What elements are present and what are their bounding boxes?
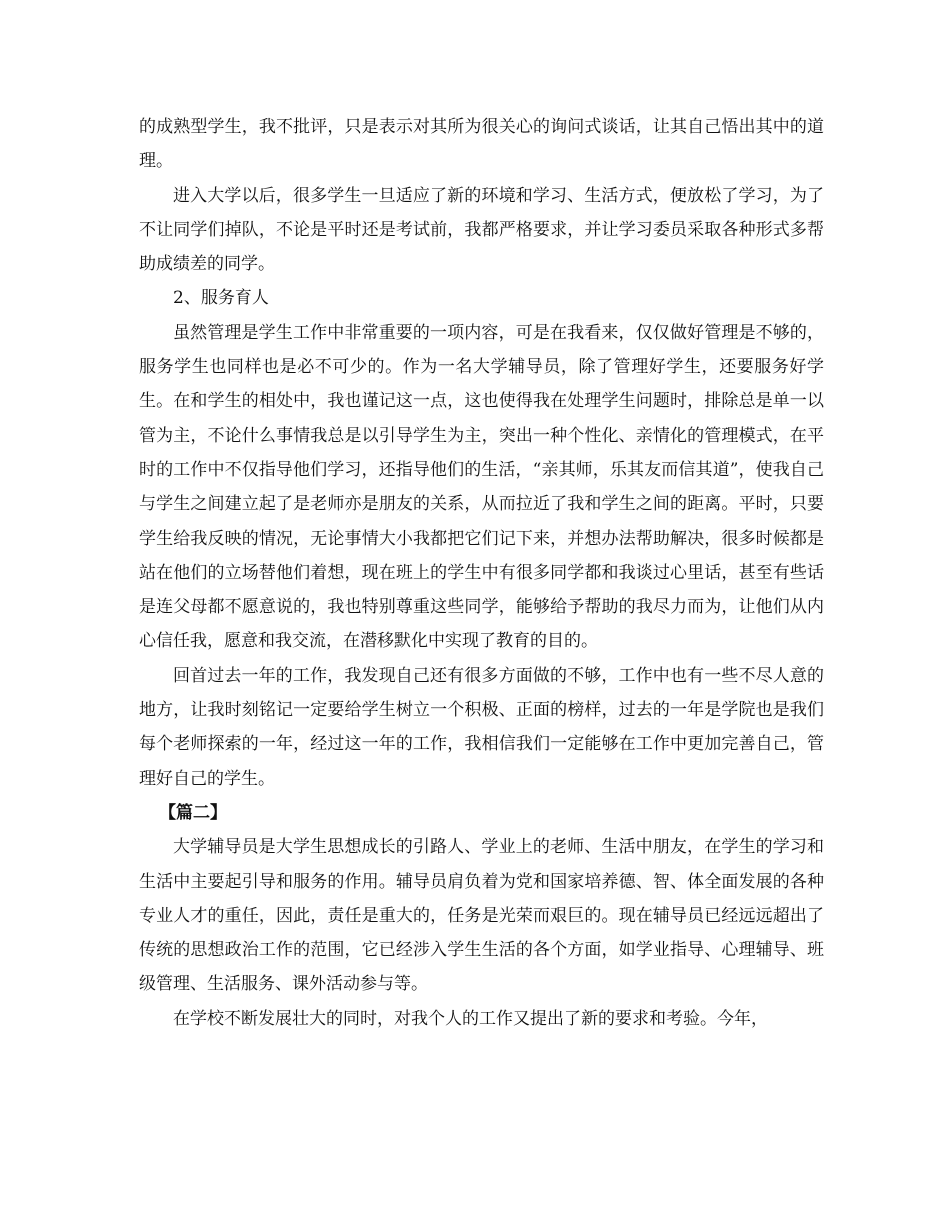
document-body (139, 110, 824, 1036)
paragraph-continuation: 的成熟型学生，我不批评，只是表示对其所为很关心的询问式谈话，让其自己悟出其中的道理。 (139, 117, 824, 172)
paragraph-new-requirements: 在学校不断发展壮大的同时，对我个人的工作又提出了新的要求和考验。今年， (173, 1008, 768, 1029)
section-heading-service: 2、服务育人 (173, 288, 269, 309)
paragraph-year-review: 回首过去一年的工作，我发现自己还有很多方面做的不够，工作中也有一些不尽人意的地方，让我时刻铭记一定要给学生树立一个积极、正面的榜样，过去的一年是学院也是我们每个老师探索的一年，经过这一年的工作，我相信我们一定能够在工作中更加完善自己，管理好自己的学生。 (139, 665, 824, 789)
paragraph-counselor-role: 大学辅导员是大学生思想成长的引路人、学业上的老师、生活中朋友，在学生的学习和生活中主要起引导和服务的作用。辅导员肩负着为党和国家培养德、智、体全面发展的各种专业人才的重任，因此，责任是重大的，任务是光荣而艰巨的。现在辅导员已经远远超出了传统的思想政治工作的范围，它已经涉入学生生活的各个方面，如学业指导、心理辅导、班级管理、生活服务、课外活动参与等。 (139, 837, 824, 995)
paragraph-service-education: 虽然管理是学生工作中非常重要的一项内容，可是在我看来，仅仅做好管理是不够的，服务学生也同样也是必不可少的。作为一名大学辅导员，除了管理好学生，还要服务好学生。在和学生的相处中，我也谨记这一点，这也使得我在处理学生问题时，排除总是单一以管为主，不论什么事情我总是以引导学生为主，突出一种个性化、亲情化的管理模式，在平时的工作中不仅指导他们学习，还指导他们的生活，“亲其师，乐其友而信其道”，使我自己与学生之间建立起了是老师亦是朋友的关系，从而拉近了我和学生之间的距离。平时，只要学生给我反映的情况，无论事情大小我都把它们记下来，并想办法帮助解决，很多时候都是站在他们的立场替他们着想，现在班上的学生中有很多同学都和我谈过心里话，甚至有些话是连父母都不愿意说的，我也特别尊重这些同学，能够给予帮助的我尽力而为，让他们从内心信任我，愿意和我交流，在潜移默化中实现了教育的目的。 (139, 322, 824, 652)
paragraph-study-requirements: 进入大学以后，很多学生一旦适应了新的环境和学习、生活方式，便放松了学习，为了不让同学们掉队，不论是平时还是考试前，我都严格要求，并让学习委员采取各种形式多帮助成绩差的同学。 (139, 185, 824, 275)
section-heading-part-two: 【篇二】 (159, 802, 227, 823)
